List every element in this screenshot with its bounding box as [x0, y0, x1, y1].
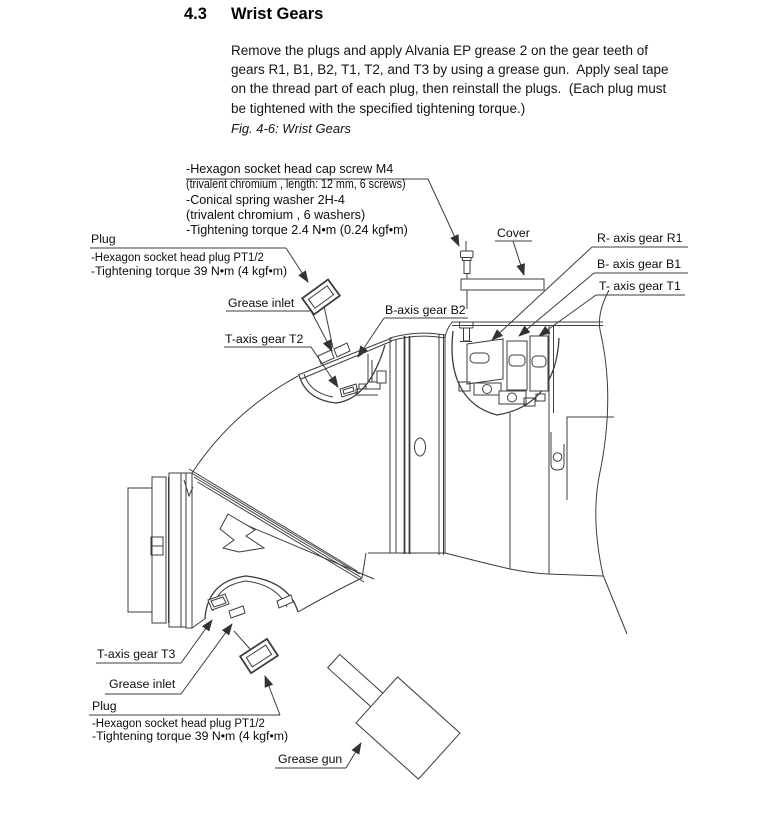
- gear-cutaway-right: [452, 331, 559, 415]
- plug-bottom-label: Plug: [92, 699, 117, 713]
- screw-note-line: (trivalent chromium , 6 washers): [186, 207, 366, 222]
- grease-inlet-bottom-label: Grease inlet: [109, 677, 176, 691]
- body-line: gears R1, B1, B2, T1, T2, and T3 by using a grease gun. Apply seal tape: [231, 62, 669, 78]
- body-line: be tightened with the specified tightening torque.): [231, 100, 526, 116]
- b-axis-gear-b1-label: B- axis gear B1: [597, 257, 682, 271]
- plug-bottom-torque: -Tightening torque 39 N•m (4 kgf•m): [92, 729, 289, 743]
- gear-cutaway-top: [299, 343, 386, 403]
- screw-note-line: -Hexagon socket head cap screw M4: [186, 162, 394, 176]
- cover-label: Cover: [497, 226, 530, 240]
- screw-note: [186, 162, 444, 238]
- grease-gun-label: Grease gun: [278, 752, 343, 766]
- body-line: Remove the plugs and apply Alvania EP grease 2 on the gear teeth of: [231, 43, 649, 58]
- section-number: 4.3: [184, 5, 207, 23]
- t-axis-gear-t1-part: [530, 336, 548, 391]
- b-axis-gear-b2-label: B-axis gear B2: [385, 303, 466, 317]
- wrist-cylinder: [390, 333, 445, 555]
- cover-plate: [461, 279, 544, 290]
- t-axis-gear-t3-label: T-axis gear T3: [97, 647, 176, 661]
- screw-note-line: (trivalent chromium , length: 12 mm, 6 screws): [186, 177, 406, 192]
- grease-inlet-top-label: Grease inlet: [228, 296, 295, 310]
- t-axis-gear-t1-label: T- axis gear T1: [599, 279, 681, 293]
- screw-note-line: -Tightening torque 2.4 N•m (0.24 kgf•m): [186, 223, 408, 238]
- t-axis-gear-t2-label: T-axis gear T2: [225, 332, 304, 346]
- r-axis-gear-r1-part: [467, 339, 503, 384]
- plug-top-torque: -Tightening torque 39 N•m (4 kgf•m): [91, 264, 288, 278]
- grease-inlet-hole-bottom: [229, 606, 245, 618]
- body-line: on the thread part of each plug, then reinstall the plugs. (Each plug must: [231, 81, 667, 97]
- m4-screw: [460, 241, 474, 342]
- wrist-flange: [128, 473, 192, 628]
- r-axis-gear-r1-label: R- axis gear R1: [597, 231, 683, 245]
- gear-cutaway-bottom: [205, 576, 298, 618]
- wrist-body: [184, 338, 392, 628]
- plug-top-detail: -Hexagon socket head plug PT1/2: [91, 250, 264, 264]
- section-title: Wrist Gears: [231, 5, 324, 23]
- figure-caption: Fig. 4-6: Wrist Gears: [231, 121, 351, 136]
- plug-top-part: [302, 280, 340, 315]
- screw-note-line: -Conical spring washer 2H-4: [186, 192, 345, 207]
- plug-bottom-detail: -Hexagon socket head plug PT1/2: [92, 716, 265, 730]
- plug-top-label: Plug: [91, 232, 116, 246]
